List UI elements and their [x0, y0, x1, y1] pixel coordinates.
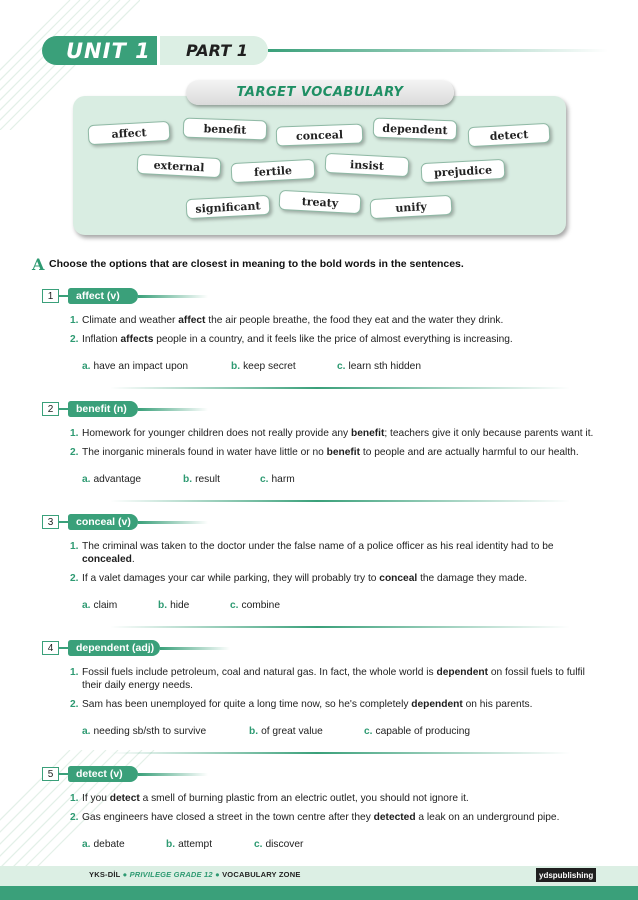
option-a[interactable]: a. claim: [82, 600, 118, 611]
item-word-pill: detect (v): [68, 766, 138, 782]
sentence-number: 2.: [70, 573, 79, 584]
vocab-chip-dependent: dependent: [373, 118, 458, 141]
example-sentence-2: 2. The inorganic minerals found in water have little or no benefit to people and are actually harmful to our health.: [70, 447, 579, 458]
footer-series: PRIVILEGE GRADE 12: [129, 870, 213, 879]
option-c[interactable]: c. learn sth hidden: [337, 361, 421, 372]
vocab-chip-external: external: [137, 154, 222, 178]
option-c[interactable]: c. discover: [254, 839, 304, 850]
sentence-number: 1.: [70, 428, 79, 439]
vocab-chip-conceal: conceal: [276, 123, 364, 146]
example-sentence-2: 2. Inflation affects people in a country, and it feels like the price of almost everything is increasing.: [70, 334, 513, 345]
option-a[interactable]: a. debate: [82, 839, 125, 850]
item-word-pill: benefit (n): [68, 401, 138, 417]
pill-tail: [138, 521, 208, 524]
item-word-pill: dependent (adj): [68, 640, 160, 656]
sentence-number: 2.: [70, 447, 79, 458]
option-b[interactable]: b. result: [183, 474, 220, 485]
example-sentence-1: 1. Homework for younger children does not really provide any benefit; teachers give it only because parents want it.: [70, 428, 594, 439]
section-instruction: Choose the options that are closest in meaning to the bold words in the sentences.: [49, 258, 464, 270]
sentence-number: 1.: [70, 793, 79, 804]
example-sentence-1: 1. Climate and weather affect the air people breathe, the food they eat and the water they drink.: [70, 315, 504, 326]
option-b[interactable]: b. of great value: [249, 726, 323, 737]
target-vocabulary-title: TARGET VOCABULARY: [186, 80, 454, 105]
pill-tail: [138, 295, 208, 298]
footer-text: [89, 870, 301, 879]
sentence-number: 1.: [70, 315, 79, 326]
option-c[interactable]: c. combine: [230, 600, 281, 611]
option-a[interactable]: a. advantage: [82, 474, 142, 485]
vocab-chip-affect: affect: [88, 121, 171, 145]
example-sentence-1: 1. Fossil fuels include petroleum, coal and natural gas. In fact, the whole world is dependent on fossil fuels to fulfil their daily energy needs.: [70, 667, 585, 691]
item-number: 3: [42, 515, 59, 529]
section-letter: A: [32, 255, 45, 274]
footer-bullet: ●: [215, 870, 223, 879]
item-number: 5: [42, 767, 59, 781]
pill-tail: [138, 773, 208, 776]
item-number: 1: [42, 289, 59, 303]
vocab-chip-detect: detect: [468, 123, 551, 147]
sentence-number: 2.: [70, 699, 79, 710]
option-b[interactable]: b. hide: [158, 600, 190, 611]
item-word-pill: affect (v): [68, 288, 138, 304]
unit-title: UNIT 1: [42, 36, 157, 65]
item-separator: [110, 752, 570, 754]
vocab-chip-benefit: benefit: [183, 118, 268, 141]
part-title: PART 1: [160, 36, 268, 65]
option-c[interactable]: c. capable of producing: [364, 726, 471, 737]
example-sentence-2: 2. Sam has been unemployed for quite a long time now, so he's completely dependent on his parents.: [70, 699, 533, 710]
sentence-number: 1.: [70, 541, 79, 552]
vocab-chip-fertile: fertile: [231, 159, 316, 183]
vocab-chip-insist: insist: [325, 153, 410, 177]
example-sentence-2: 2. If a valet damages your car while parking, they will probably try to conceal the damage they made.: [70, 573, 528, 584]
pill-tail: [160, 647, 230, 650]
footer-strip: [0, 886, 638, 900]
option-a[interactable]: a. have an impact upon: [82, 361, 189, 372]
item-number: 2: [42, 402, 59, 416]
vocab-chip-prejudice: prejudice: [421, 159, 506, 183]
header-rule: [268, 49, 608, 52]
vocab-chip-significant: significant: [186, 195, 271, 219]
item-separator: [110, 500, 570, 502]
vocab-chip-unify: unify: [370, 195, 453, 219]
pill-tail: [138, 408, 208, 411]
sentence-number: 1.: [70, 667, 79, 678]
option-c[interactable]: c. harm: [260, 474, 295, 485]
example-sentence-1: 1. If you detect a smell of burning plastic from an electric outlet, you should not ignore it.: [70, 793, 469, 804]
example-sentence-1: 1. The criminal was taken to the doctor under the false name of a police officer as his real identity had to be concealed.: [70, 541, 554, 565]
vocab-chip-treaty: treaty: [279, 190, 362, 214]
sentence-number: 2.: [70, 812, 79, 823]
item-word-pill: conceal (v): [68, 514, 138, 530]
item-separator: [110, 387, 570, 389]
footer-exam: YKS-DİL: [89, 870, 121, 879]
footer-book: VOCABULARY ZONE: [222, 870, 301, 879]
item-separator: [110, 626, 570, 628]
sentence-number: 2.: [70, 334, 79, 345]
footer-bullet: ●: [122, 870, 130, 879]
option-b[interactable]: b. attempt: [166, 839, 213, 850]
item-number: 4: [42, 641, 59, 655]
publisher-logo: ydspublishing: [536, 868, 596, 882]
option-b[interactable]: b. keep secret: [231, 361, 296, 372]
option-a[interactable]: a. needing sb/sth to survive: [82, 726, 207, 737]
example-sentence-2: 2. Gas engineers have closed a street in the town centre after they detected a leak on an underground pipe.: [70, 812, 560, 823]
